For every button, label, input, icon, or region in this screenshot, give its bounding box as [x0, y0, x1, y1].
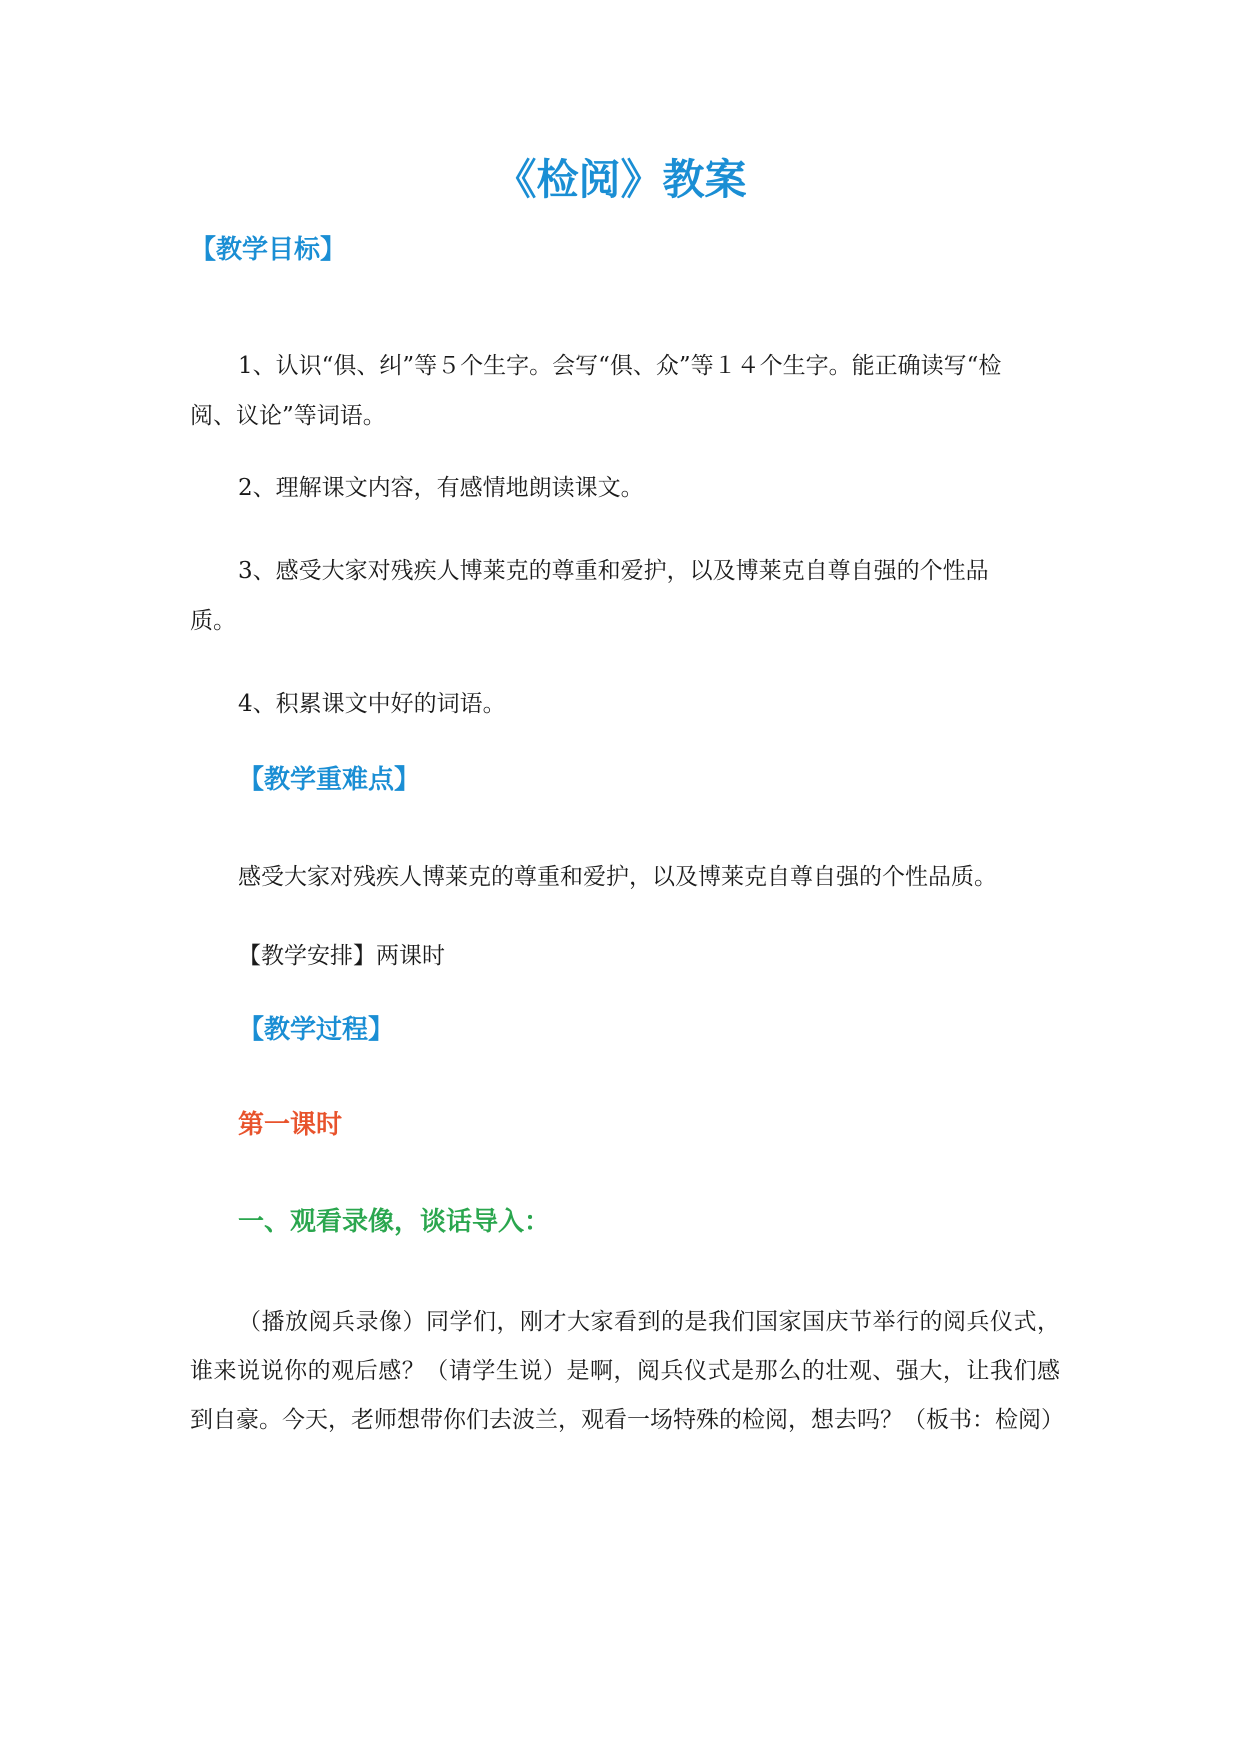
key-points-text: 感受大家对残疾人博莱克的尊重和爱护，以及博莱克自尊自强的个性品质。 — [238, 864, 997, 890]
step-1-paragraph: （播放阅兵录像）同学们，刚才大家看到的是我们国家国庆节举行的阅兵仪式，谁来说说你的观后感？（请学生说）是啊，阅兵仪式是那么的壮观、强大，让我们感到自豪。今天，老师想带你们去波兰，观看一场特殊的检阅，想去吗？（板书：检阅） — [190, 1309, 1064, 1433]
goal-1-line-2: 阅、议论”等词语。 — [190, 403, 386, 429]
goal-3-line-1: 3、感受大家对残疾人博莱克的尊重和爱护，以及博莱克自尊自强的个性品 — [238, 558, 989, 584]
section-heading-process: 【教学过程】 — [238, 1015, 395, 1045]
goal-1-line-1: 1、认识“俱、纠”等５个生字。会写“俱、众”等１４个生字。能正确读写“检 — [238, 353, 1002, 379]
goal-4: 4、积累课文中好的词语。 — [238, 691, 506, 717]
document-title: 《检阅》教案 — [494, 155, 747, 204]
schedule-text: 【教学安排】两课时 — [238, 943, 445, 969]
section-heading-key-points: 【教学重难点】 — [238, 765, 421, 795]
goal-3-line-2: 质。 — [190, 608, 236, 634]
section-heading-goals: 【教学目标】 — [190, 235, 347, 265]
goal-2: 2、理解课文内容，有感情地朗读课文。 — [238, 475, 644, 501]
step-heading: 一、观看录像，谈话导入： — [238, 1207, 551, 1237]
lesson-heading: 第一课时 — [238, 1110, 343, 1140]
